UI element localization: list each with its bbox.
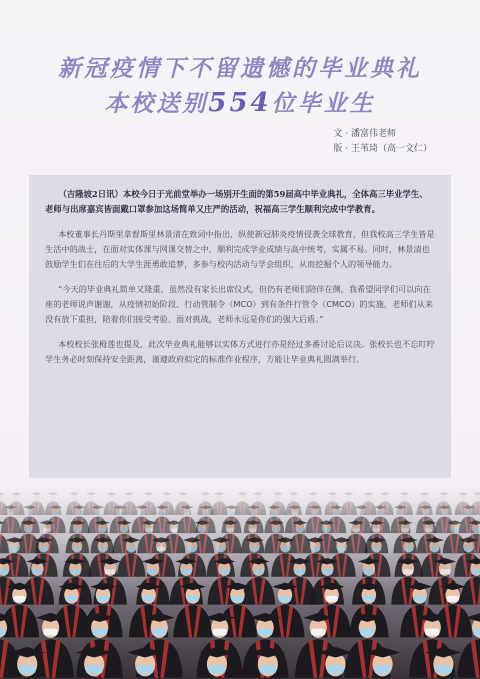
title-line-2-start: 本校送别 xyxy=(104,90,209,117)
layout-credit: 版 · 王苇琦（高一文仁） xyxy=(333,144,432,154)
article-paragraph-3: 本校校长张栂莲也提及，此次毕业典礼能够以实体方式进行亦是经过多番讨论后议决。张校长也不忘叮咛学生务必时刻保持安全距离，谨遵政府拟定的标准作业程序，方能让毕业典礼圆满举行。 xyxy=(45,339,435,364)
article-title xyxy=(0,52,480,121)
article-lead: （吉隆坡2日讯）本校今日于光前堂举办一场别开生面的第59届高中毕业典礼，全体高三毕业学生、老师与出席嘉宾皆面戴口罩参加这场简单又庄严的活动，祝福高三学生顺利完成中学教育。 xyxy=(45,189,428,214)
graduate-count: 554 xyxy=(208,88,272,118)
article-paragraph-2: “今天的毕业典礼简单又隆重，虽然没有家长出席仪式，但仍有老师们陪伴在侧，我希望同学们可以向在座的老师说声谢谢，从疫情初始阶段、行动管制令（MCO）到有条件行管令（CMCO）的实施，老师们从来没有放下重担，陪着你们接受考验、面对挑战，老师永远是你们的强大后盾。” xyxy=(45,284,434,324)
author-credit: 文 · 潘富伟老师 xyxy=(333,129,396,139)
article-panel xyxy=(29,175,451,478)
title-line-2-end: 位毕业生 xyxy=(271,90,376,117)
title-line-1: 新冠疫情下不留遗憾的毕业典礼 xyxy=(58,55,422,82)
photo-fade xyxy=(0,478,480,518)
byline xyxy=(333,127,432,157)
graduates-photo xyxy=(0,478,480,679)
article-paragraph-1: 本校董事长丹斯里拿督斯里林景清在致词中指出，纵使新冠肺炎疫情侵袭全球教育，但我校高三学生皆是生活中的战士，在面对实体课与网课交替之中，顺利完成学业成绩与高中统考，实属不易。同时，林景清也鼓励学生们在往后的大学生涯勇敢追梦，多参与校内活动与学会组织，从而挖掘个人的领导能力。 xyxy=(45,229,435,269)
title-line-2 xyxy=(0,86,480,121)
